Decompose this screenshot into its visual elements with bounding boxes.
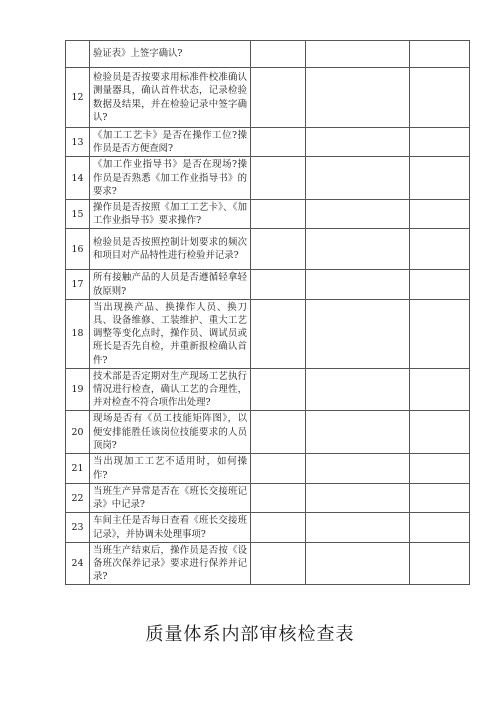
table-row (66, 41, 470, 68)
empty-cell (410, 484, 470, 513)
empty-cell (251, 200, 306, 229)
empty-cell (251, 484, 306, 513)
table-row (66, 270, 470, 299)
check-item-text: 车间主任是否每日查看《班长交接班记录》，并协调未处理事项? (90, 513, 251, 542)
empty-cell (410, 200, 470, 229)
row-number: 18 (66, 299, 90, 368)
empty-cell (306, 157, 410, 200)
check-item-text: 检验员是否按要求用标准件校准确认测量器具，确认首件状态，记录检验数据及结果，并在检验记录中签字确认? (90, 68, 251, 128)
empty-cell (251, 299, 306, 368)
check-item-text: 技术部是否定期对生产现场工艺执行情况进行检查，确认工艺的合理性，并对检查不符合项作出处理? (90, 368, 251, 411)
table-row (66, 484, 470, 513)
empty-cell (410, 229, 470, 270)
row-number: 12 (66, 68, 90, 128)
empty-cell (251, 454, 306, 484)
empty-cell (251, 229, 306, 270)
table-row (66, 542, 470, 585)
empty-cell (410, 454, 470, 484)
empty-cell (251, 128, 306, 157)
row-number (66, 41, 90, 68)
row-number: 21 (66, 454, 90, 484)
empty-cell (251, 411, 306, 454)
table-row (66, 454, 470, 484)
check-item-text: 检验员是否按照控制计划要求的频次和项目对产品特性进行检验并记录? (90, 229, 251, 270)
row-number: 22 (66, 484, 90, 513)
empty-cell (410, 41, 470, 68)
empty-cell (306, 542, 410, 585)
empty-cell (410, 542, 470, 585)
row-number: 24 (66, 542, 90, 585)
check-item-text: 当出现换产品、换操作人员、换刀具、设备维修、工装维护、重大工艺调整等变化点时，操作员、调试员或班长是否先自检，并重新报检确认首件? (90, 299, 251, 368)
row-number: 14 (66, 157, 90, 200)
empty-cell (306, 368, 410, 411)
empty-cell (251, 41, 306, 68)
page-title: 质量体系内部审核检查表 (145, 624, 355, 645)
table-row (66, 200, 470, 229)
empty-cell (306, 128, 410, 157)
empty-cell (251, 270, 306, 299)
empty-cell (410, 299, 470, 368)
row-number: 13 (66, 128, 90, 157)
table-row (66, 299, 470, 368)
empty-cell (410, 157, 470, 200)
row-number: 20 (66, 411, 90, 454)
empty-cell (306, 484, 410, 513)
row-number: 16 (66, 229, 90, 270)
table-row (66, 368, 470, 411)
empty-cell (306, 270, 410, 299)
empty-cell (410, 128, 470, 157)
row-number: 15 (66, 200, 90, 229)
check-item-text: 验证表》上签字确认? (90, 41, 251, 68)
check-item-text: 《加工工艺卡》是否在操作工位?操作员是否方便查阅? (90, 128, 251, 157)
row-number: 17 (66, 270, 90, 299)
check-item-text: 所有接触产品的人员是否遵循轻拿轻放原则? (90, 270, 251, 299)
row-number: 23 (66, 513, 90, 542)
empty-cell (251, 513, 306, 542)
table-row (66, 411, 470, 454)
empty-cell (251, 368, 306, 411)
audit-checklist-table (65, 40, 470, 585)
table-row (66, 229, 470, 270)
table-row (66, 157, 470, 200)
check-item-text: 当班生产异常是否在《班长交接班记录》中记录? (90, 484, 251, 513)
empty-cell (306, 41, 410, 68)
table-row (66, 513, 470, 542)
empty-cell (306, 513, 410, 542)
empty-cell (251, 542, 306, 585)
empty-cell (410, 368, 470, 411)
row-number: 19 (66, 368, 90, 411)
empty-cell (306, 454, 410, 484)
check-item-text: 当班生产结束后，操作员是否按《设备班次保养记录》要求进行保养并记录? (90, 542, 251, 585)
empty-cell (410, 270, 470, 299)
empty-cell (306, 68, 410, 128)
empty-cell (251, 68, 306, 128)
empty-cell (306, 200, 410, 229)
check-item-text: 现场是否有《员工技能矩阵图》，以便安排能胜任该岗位技能要求的人员顶岗? (90, 411, 251, 454)
empty-cell (410, 411, 470, 454)
empty-cell (410, 68, 470, 128)
table-row (66, 68, 470, 128)
table-row (66, 128, 470, 157)
check-item-text: 《加工作业指导书》是否在现场?操作员是否熟悉《加工作业指导书》的要求? (90, 157, 251, 200)
empty-cell (306, 411, 410, 454)
empty-cell (306, 299, 410, 368)
empty-cell (306, 229, 410, 270)
empty-cell (251, 157, 306, 200)
check-item-text: 操作员是否按照《加工工艺卡》、《加工作业指导书》要求操作? (90, 200, 251, 229)
check-item-text: 当出现加工工艺不适用时，如何操作? (90, 454, 251, 484)
empty-cell (410, 513, 470, 542)
